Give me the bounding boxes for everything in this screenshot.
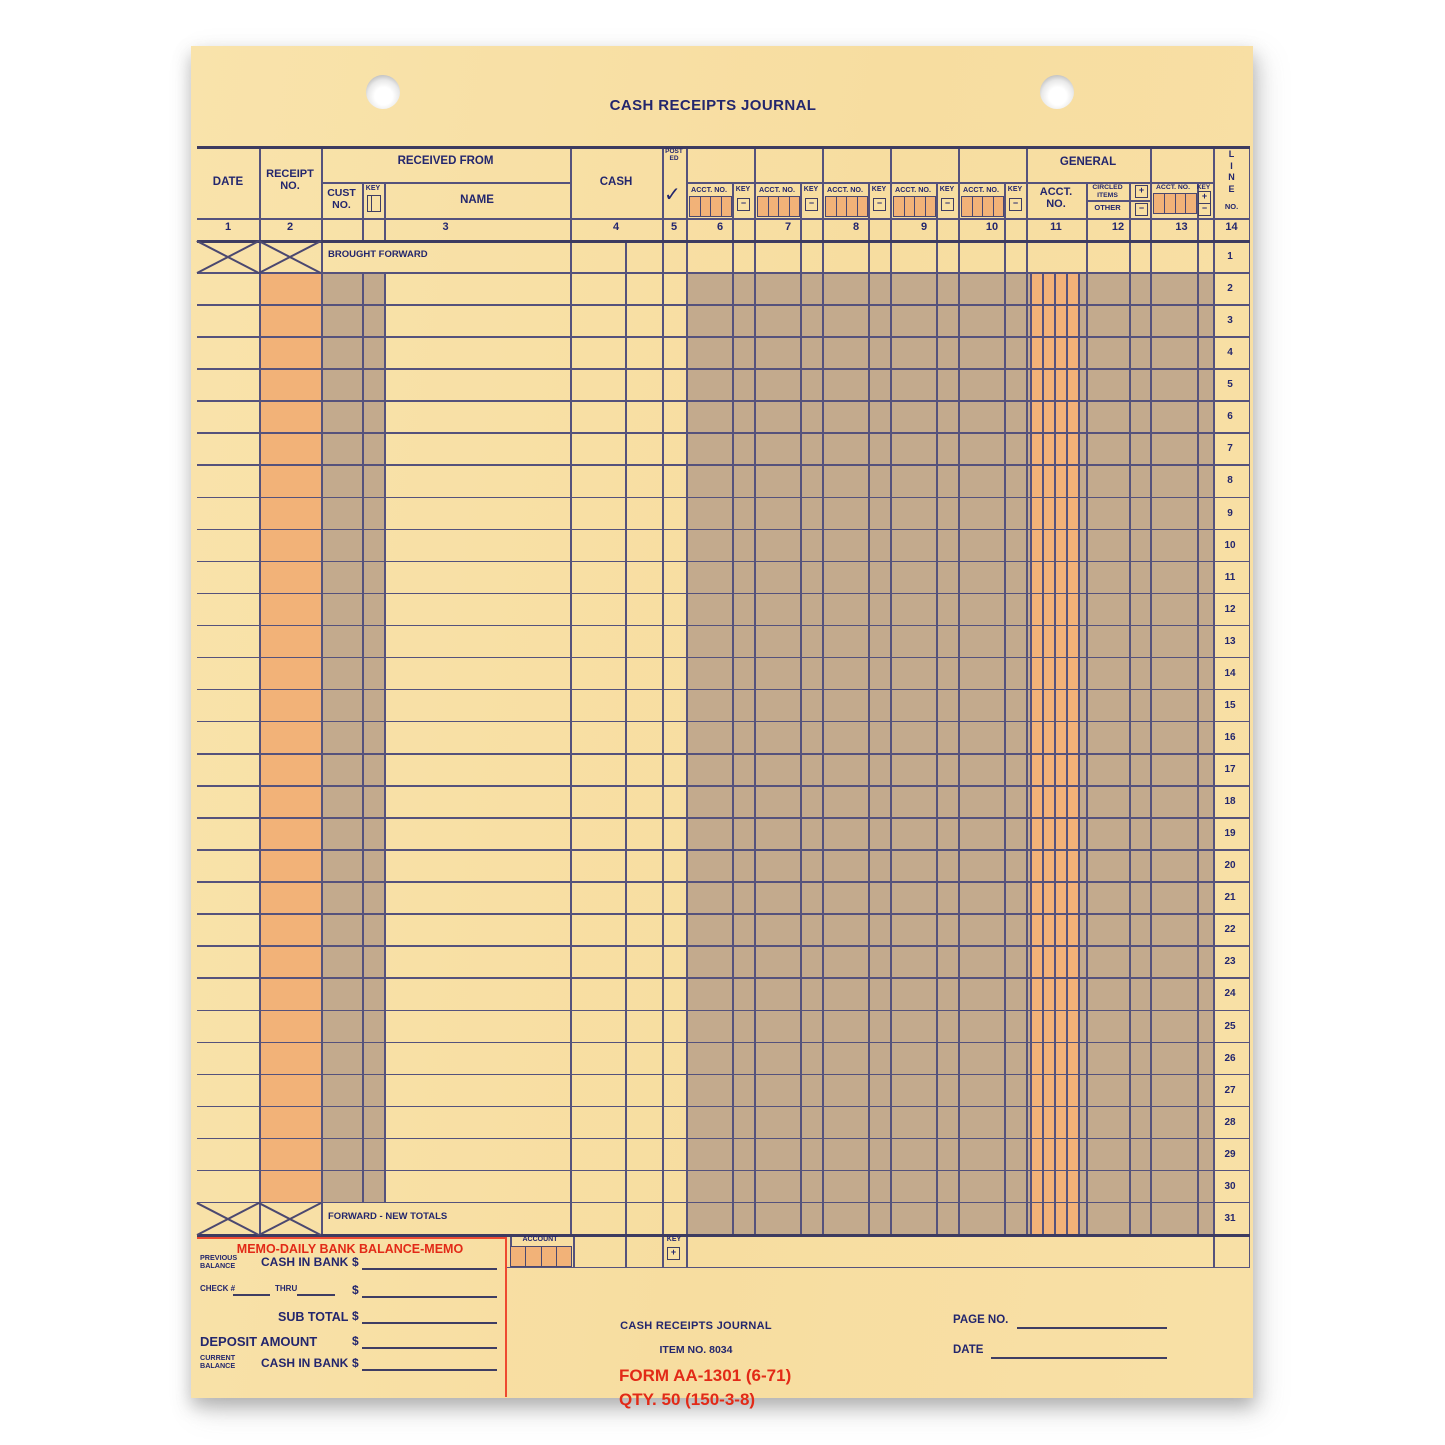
grid-hline [197, 240, 1250, 243]
footer-item-no: ITEM NO. 8034 [659, 1344, 733, 1356]
grid-vline [1197, 182, 1199, 1234]
memo-deposit-amount: DEPOSIT AMOUNT [200, 1334, 318, 1349]
key-minus-icon: − [1009, 198, 1022, 211]
grid-hline [197, 625, 1250, 627]
line-number: 26 [1224, 1052, 1236, 1064]
grid-hline [197, 1138, 1250, 1140]
header-cash: CASH [599, 176, 633, 188]
header-received-from: RECEIVED FROM [397, 155, 494, 167]
grid-vline [936, 182, 938, 1234]
memo-amount-line-2 [362, 1296, 497, 1298]
x-mark-icon [259, 240, 321, 272]
grid-hline [197, 1202, 1250, 1204]
header-key-label: KEY [1007, 186, 1023, 193]
memo-current-balance: CURRENT BALANCE [200, 1353, 236, 1371]
grid-hline [197, 304, 1250, 306]
header-key-label: KEY [803, 186, 819, 193]
header-line-vertical: L I N E [1228, 149, 1235, 195]
grid-hline [197, 368, 1250, 370]
memo-dollar-3: $ [352, 1309, 359, 1323]
grid-hline [197, 497, 1250, 499]
grid-hline [197, 817, 1250, 819]
key-minus-icon: − [1198, 203, 1211, 216]
header-general-acct-no: ACCT. NO. [1039, 186, 1073, 211]
grid-hline [197, 977, 1250, 979]
grid-hline [197, 1170, 1250, 1172]
shade-receipt-col [259, 272, 321, 1202]
footer-page-no-line [1017, 1327, 1167, 1329]
memo-amount-line-3 [362, 1322, 497, 1324]
line-number: 2 [1227, 283, 1233, 295]
grid-hline [197, 146, 1250, 149]
header-key-label: KEY [365, 185, 381, 192]
line-number: 29 [1224, 1148, 1236, 1160]
grid-vline [1086, 182, 1088, 1234]
forward-new-totals-label: FORWARD - NEW TOTALS [328, 1211, 448, 1222]
grid-hline [197, 593, 1250, 595]
grid-hline [197, 464, 1250, 466]
grid-hline [197, 561, 1250, 563]
line-number: 31 [1224, 1212, 1236, 1224]
grid-hline [197, 753, 1250, 755]
header-acct-no: ACCT. NO. [691, 185, 727, 194]
key-plus-icon: + [1135, 185, 1148, 198]
header-other: OTHER [1094, 203, 1121, 212]
header-key-label: KEY [871, 186, 887, 193]
grid-hline [197, 849, 1250, 851]
header-key-label: KEY [735, 186, 751, 193]
line-number: 25 [1224, 1020, 1236, 1032]
line-number: 13 [1224, 635, 1236, 647]
grid-hline [197, 721, 1250, 723]
key-minus-icon: − [941, 198, 954, 211]
header-acct-no: ACCT. NO. [963, 185, 999, 194]
header-date: DATE [212, 176, 244, 188]
memo-cash-in-bank-2: CASH IN BANK [261, 1356, 349, 1370]
memo-check-line [233, 1294, 270, 1296]
memo-amount-line-5 [362, 1369, 497, 1371]
grid-hline [197, 400, 1250, 402]
line-number: 11 [1224, 571, 1236, 583]
line-number: 17 [1224, 764, 1236, 776]
line-number: 10 [1224, 539, 1236, 551]
grid-hline [197, 272, 1250, 274]
line-number: 1 [1227, 251, 1233, 262]
memo-box [197, 1237, 507, 1397]
shade-cust-col [321, 272, 384, 1202]
grid-hline [321, 182, 570, 184]
line-number: 4 [1227, 347, 1233, 359]
footer-qty: QTY. 50 (150-3-8) [619, 1390, 756, 1409]
grid-hline [1086, 200, 1150, 202]
header-acct-no-13: ACCT. NO. [1156, 184, 1190, 191]
grid-hline [686, 182, 1213, 184]
grid-vline [573, 1234, 575, 1267]
line-number: 15 [1224, 699, 1236, 711]
line-number: 8 [1227, 475, 1233, 487]
account-label: ACCOUNT [522, 1236, 558, 1243]
form-title: CASH RECEIPTS JOURNAL [609, 97, 817, 114]
grid-hline [505, 1267, 1250, 1269]
header-circled-items: CIRCLED ITEMS [1092, 184, 1123, 199]
x-mark-icon [259, 1202, 321, 1234]
column-number: 2 [286, 221, 294, 233]
acct-digit-boxes [961, 196, 1004, 217]
header-acct-no: ACCT. NO. [759, 185, 795, 194]
line-number: 5 [1227, 379, 1233, 391]
key-minus-icon: − [873, 198, 886, 211]
line-number: 27 [1224, 1084, 1236, 1096]
grid-hline [197, 218, 1250, 220]
memo-check-no: CHECK # [200, 1284, 236, 1293]
line-number: 16 [1224, 731, 1236, 743]
column-number: 11 [1050, 221, 1062, 233]
header-key-label: KEY [939, 186, 955, 193]
acct-digit-boxes-13 [1153, 193, 1197, 214]
column-number: 4 [612, 221, 620, 233]
column-number: 12 [1111, 221, 1125, 233]
grid-vline [1129, 182, 1131, 1234]
grid-vline [362, 272, 364, 1202]
memo-thru-line [297, 1294, 335, 1296]
column-number: 3 [442, 221, 449, 233]
line-number: 14 [1224, 667, 1236, 679]
grid-vline [800, 182, 802, 1234]
header-cust-no: CUST NO. [327, 187, 356, 211]
grid-hline [197, 881, 1250, 883]
x-mark-icon [197, 240, 259, 272]
acct-digit-boxes [689, 196, 732, 217]
account-digit-boxes [510, 1246, 572, 1267]
key-plus-icon: + [1198, 191, 1211, 204]
key-minus-icon: − [737, 198, 750, 211]
line-number: 12 [1224, 603, 1236, 615]
grid-hline [197, 432, 1250, 434]
memo-thru: THRU [275, 1284, 298, 1293]
footer-page-no-label: PAGE NO. [953, 1314, 1009, 1326]
line-number: 3 [1227, 315, 1233, 327]
grid-hline [197, 1074, 1250, 1076]
line-number: 23 [1224, 956, 1236, 968]
memo-amount-line-1 [362, 1268, 497, 1270]
column-number: 8 [852, 221, 860, 233]
line-number: 19 [1224, 828, 1236, 840]
column-number: 6 [716, 221, 724, 233]
x-mark-icon [197, 1202, 259, 1234]
header-posted: POST ED [665, 148, 683, 163]
posted-check-icon: ✓ [664, 184, 681, 206]
key-minus-icon: − [805, 198, 818, 211]
grid-hline [197, 1106, 1250, 1108]
memo-dollar-5: $ [352, 1356, 359, 1370]
line-number: 20 [1224, 860, 1236, 872]
line-number: 6 [1227, 411, 1233, 423]
memo-previous-balance: PREVIOUS BALANCE [200, 1253, 238, 1271]
grid-vline [686, 146, 688, 1267]
memo-dollar-1: $ [352, 1255, 359, 1269]
grid-hline [197, 945, 1250, 947]
line-number: 9 [1227, 507, 1233, 519]
grid-vline [662, 146, 664, 1267]
footer-form-no: FORM AA-1301 (6-71) [619, 1366, 792, 1385]
grid-hline [197, 1010, 1250, 1012]
brought-forward-label: BROUGHT FORWARD [328, 249, 428, 260]
punch-hole-left [366, 75, 400, 109]
header-line-no: NO. [1224, 202, 1239, 211]
footer-date-line [991, 1357, 1167, 1359]
footer-date-label: DATE [953, 1344, 984, 1356]
memo-dollar-2: $ [352, 1283, 359, 1297]
memo-dollar-4: $ [352, 1334, 359, 1348]
account-key-label: KEY [666, 1236, 682, 1243]
acct-digit-boxes [757, 196, 800, 217]
punch-hole-right [1040, 75, 1074, 109]
grid-vline [384, 272, 386, 1202]
journal-table [197, 146, 1250, 1271]
memo-amount-line-4 [362, 1347, 497, 1349]
line-number: 24 [1224, 988, 1236, 1000]
key-plus-icon: + [667, 1247, 680, 1260]
line-number: 22 [1224, 924, 1236, 936]
key-split-box-icon [367, 195, 381, 212]
header-general: GENERAL [1059, 156, 1117, 168]
grid-vline [868, 182, 870, 1234]
header-acct-no: ACCT. NO. [827, 185, 863, 194]
column-number: 5 [670, 221, 678, 233]
column-number: 9 [920, 221, 928, 233]
line-number: 18 [1224, 796, 1236, 808]
memo-sub-total: SUB TOTAL [278, 1310, 349, 1324]
acct-digit-boxes [825, 196, 868, 217]
grid-vline [732, 182, 734, 1234]
column-number: 7 [784, 221, 792, 233]
column-number: 1 [224, 221, 232, 233]
grid-hline [197, 1042, 1250, 1044]
header-acct-no: ACCT. NO. [895, 185, 931, 194]
form-sheet [191, 46, 1253, 1409]
memo-title: MEMO-DAILY BANK BALANCE-MEMO [236, 1242, 464, 1256]
grid-vline [1004, 182, 1006, 1234]
grid-hline [197, 336, 1250, 338]
column-number: 10 [985, 221, 999, 233]
column-number: 13 [1175, 221, 1188, 233]
grid-hline [197, 785, 1250, 787]
grid-hline [197, 913, 1250, 915]
header-receipt-no: RECEIPT NO. [266, 168, 314, 193]
header-name: NAME [460, 194, 494, 206]
footer-journal-title: CASH RECEIPTS JOURNAL [620, 1320, 772, 1332]
key-minus-icon: − [1135, 203, 1148, 216]
line-number: 7 [1227, 443, 1233, 455]
line-number: 28 [1224, 1116, 1236, 1128]
column-number: 14 [1225, 221, 1238, 233]
line-number: 30 [1224, 1180, 1236, 1192]
memo-cash-in-bank-1: CASH IN BANK [261, 1255, 349, 1269]
grid-hline [197, 529, 1250, 531]
grid-hline [197, 657, 1250, 659]
header-key-13: KEY [1196, 184, 1211, 191]
grid-vline [1249, 146, 1251, 1267]
acct-digit-boxes [893, 196, 936, 217]
line-number: 21 [1224, 892, 1236, 904]
grid-hline [197, 689, 1250, 691]
